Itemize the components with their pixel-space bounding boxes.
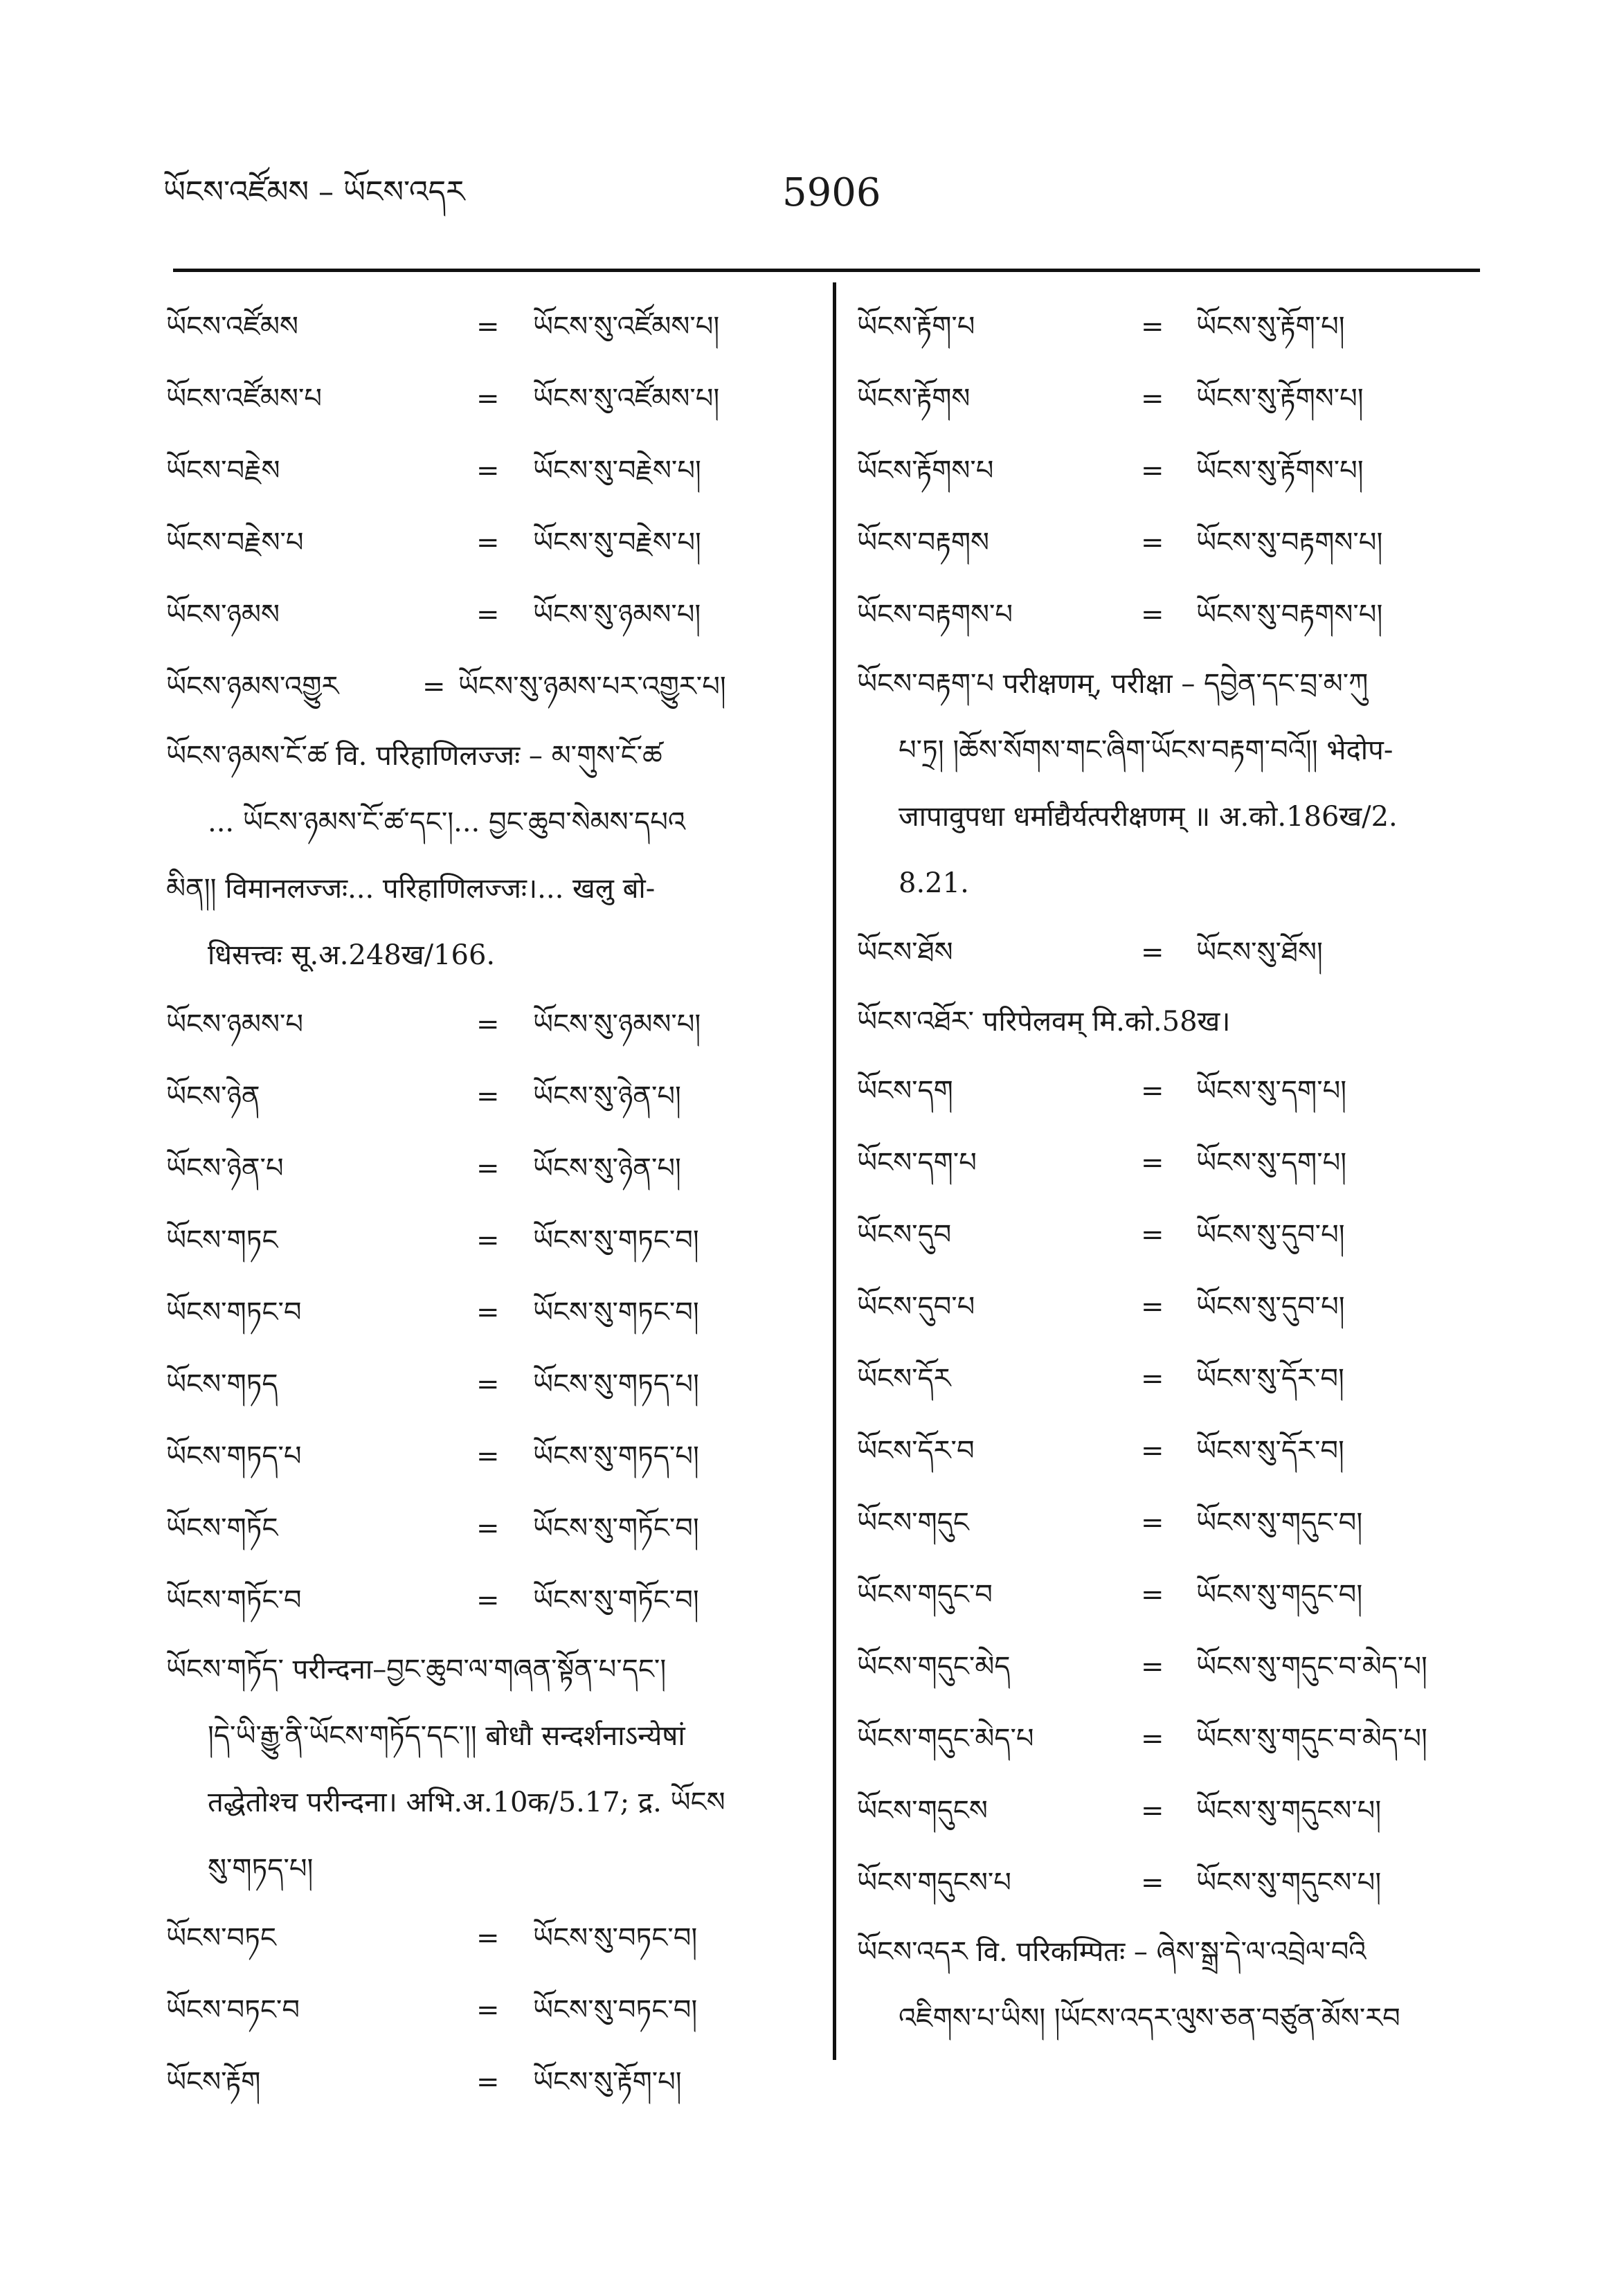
running-head: ཡོངས་འཛོམས – ཡོངས་འདར <box>163 174 465 210</box>
entry-row <box>159 1974 803 2046</box>
equals-sign: = <box>476 1368 500 1400</box>
cross-reference: ཡོངས་སུ་གདུངས་པ། <box>1196 1867 1382 1899</box>
cross-reference: ཡོངས་སུ་ཉམས་པ། <box>533 1009 701 1040</box>
headword: ཡོངས་ཉམས་པ <box>166 1009 303 1040</box>
equals-sign: = <box>1141 1291 1164 1323</box>
entry-row <box>850 1343 1473 1415</box>
equals-sign: = <box>476 455 500 487</box>
cross-reference: ཡོངས་སུ་བརྗེས་པ། <box>533 455 701 487</box>
entry-line: འཇིགས་པ་ཡིས། །ཡོངས་འདར་ལུས་ཅན་བཙུན་མོས་རབ <box>899 2003 1400 2034</box>
entry-line: जापावुपधा धर्माद्यैर्यत्परीक्षणम् ॥ अ.को.186ख/2. <box>899 801 1398 833</box>
entry-line: ... ཡོངས་ཉམས་ངོ་ཚ་དང་།... བྱང་ཆུབ་སེམས་དཔའ <box>208 806 686 838</box>
headword: ཡོངས་དུབ་པ <box>857 1291 975 1323</box>
equals-sign: = <box>476 1584 500 1616</box>
entry-row <box>159 988 803 1060</box>
headword: ཡོངས་བཏང་བ <box>166 1994 300 2026</box>
entry-line: 8.21. <box>899 867 969 899</box>
header-rule <box>173 269 1480 272</box>
cross-reference: ཡོངས་སུ་དུབ་པ། <box>1196 1291 1345 1323</box>
headword: ཡོངས་དོར <box>857 1363 951 1395</box>
entry-row <box>850 1847 1473 1919</box>
headword: ཡོངས་བརྟགས <box>857 527 989 559</box>
headword: ཡོངས་གཏང་བ <box>166 1296 302 1328</box>
equals-sign: = <box>476 1224 500 1256</box>
cross-reference: ཡོངས་སུ་ཉམས་པར་འགྱུར་པ། <box>458 671 726 703</box>
cross-reference: ཡོངས་སུ་གཏད་པ། <box>533 1440 699 1472</box>
headword: ཡོངས་འཛོམས <box>166 311 298 343</box>
entry-row <box>159 363 803 435</box>
entry-line: སུ་གཏད་པ། <box>208 1853 314 1885</box>
headword: ཡོངས་ཉེན <box>166 1081 260 1112</box>
cross-reference: ཡོངས་སུ་ཐོས། <box>1196 937 1323 968</box>
headword: ཡོངས་གཏང <box>166 1224 278 1256</box>
entry-row <box>850 1271 1473 1343</box>
entry-row <box>850 579 1473 651</box>
cross-reference: ཡོངས་སུ་གདུང་བ། <box>1196 1579 1363 1611</box>
headword: ཡོངས་གཏད་པ <box>166 1440 302 1472</box>
cross-reference: ཡོངས་སུ་དོར་བ། <box>1196 1363 1344 1395</box>
entry-row <box>850 291 1473 363</box>
entry-line: ཡོངས་བརྟག་པ परीक्षणम्, परीक्षा – དབྱེན་དང་བྲ་མ་ཀུ <box>857 668 1369 700</box>
equals-sign: = <box>1141 937 1164 968</box>
entry-row <box>159 1902 803 1974</box>
equals-sign: = <box>1141 1795 1164 1827</box>
entry-row <box>159 291 803 363</box>
entry-row <box>159 1492 803 1564</box>
entry-row <box>850 507 1473 579</box>
headword: ཡོངས་གདུང་མེད <box>857 1651 1011 1683</box>
headword: ཡོངས་གདུང་མེད་པ <box>857 1723 1034 1755</box>
headword: ཡོངས་གཏོང <box>166 1512 278 1544</box>
entry-row <box>850 1631 1473 1703</box>
entry-row <box>159 1420 803 1492</box>
entry-row <box>159 1348 803 1420</box>
equals-sign: = <box>1141 1579 1164 1611</box>
entry-row <box>850 363 1473 435</box>
headword: ཡོངས་གདུང <box>857 1507 969 1539</box>
equals-sign: = <box>476 1152 500 1184</box>
headword: ཡོངས་བརྟགས་པ <box>857 599 1013 631</box>
headword: ཡོངས་ཉམས་འགྱུར <box>166 671 339 703</box>
entry-row <box>159 1564 803 1636</box>
entry-line: པ་ཏྲ། །ཆོས་སོགས་གང་ཞིག་ཡོངས་བརྟག་བའོ།། भेदोप- <box>899 734 1393 766</box>
cross-reference: ཡོངས་སུ་གདུངས་པ། <box>1196 1795 1382 1827</box>
cross-reference: ཡོངས་སུ་དུབ་པ། <box>1196 1219 1345 1251</box>
headword: ཡོངས་འཛོམས་པ <box>166 383 322 415</box>
equals-sign: = <box>1141 1867 1164 1899</box>
cross-reference: ཡོངས་སུ་བཏང་བ། <box>533 1994 698 2026</box>
equals-sign: = <box>1141 1651 1164 1683</box>
headword: ཡོངས་ཐོས <box>857 937 953 968</box>
entry-row <box>850 435 1473 507</box>
cross-reference: ཡོངས་སུ་གདུང་བ། <box>1196 1507 1363 1539</box>
cross-reference: ཡོངས་སུ་རྟོག་པ། <box>1196 311 1345 343</box>
equals-sign: = <box>476 2066 500 2098</box>
equals-sign: = <box>476 599 500 631</box>
cross-reference: ཡོངས་སུ་གཏོང་བ། <box>533 1512 699 1544</box>
headword: ཡོངས་གདུངས <box>857 1795 988 1827</box>
equals-sign: = <box>1141 527 1164 559</box>
equals-sign: = <box>1141 1435 1164 1467</box>
cross-reference: ཡོངས་སུ་བརྗེས་པ། <box>533 527 701 559</box>
headword: ཡོངས་རྟོག <box>166 2066 261 2098</box>
cross-reference: ཡོངས་སུ་བཏང་བ། <box>533 1922 698 1954</box>
headword: ཡོངས་བཏང <box>166 1922 276 1954</box>
cross-reference: ཡོངས་སུ་དོར་བ། <box>1196 1435 1344 1467</box>
left-column <box>159 291 803 2118</box>
entry-row <box>850 916 1473 988</box>
entry-row <box>159 1132 803 1204</box>
cross-reference: ཡོངས་སུ་གཏང་བ། <box>533 1296 699 1328</box>
column-divider <box>833 282 836 2060</box>
equals-sign: = <box>1141 311 1164 343</box>
equals-sign: = <box>1141 1363 1164 1395</box>
entry-row <box>159 2046 803 2118</box>
cross-reference: ཡོངས་སུ་བརྟགས་པ། <box>1196 527 1383 559</box>
cross-reference: ཡོངས་སུ་འཛོམས་པ། <box>533 311 720 343</box>
cross-reference: ཡོངས་སུ་ཉམས་པ། <box>533 599 701 631</box>
page-number: 5906 <box>782 170 881 215</box>
entry-row <box>159 1276 803 1348</box>
definition-entry <box>850 988 1473 1055</box>
equals-sign: = <box>1141 1219 1164 1251</box>
cross-reference: ཡོངས་སུ་གདུང་བ་མེད་པ། <box>1196 1723 1427 1755</box>
equals-sign: = <box>476 1296 500 1328</box>
entry-row <box>850 1199 1473 1271</box>
equals-sign: = <box>1141 383 1164 415</box>
entry-row <box>159 507 803 579</box>
entry-line: धिसत्त्वः सू.अ.248ख/166. <box>208 939 496 971</box>
headword: ཡོངས་རྟོགས་པ <box>857 455 994 487</box>
equals-sign: = <box>476 383 500 415</box>
headword: ཡོངས་བརྗེས <box>166 455 280 487</box>
entry-line: མིན།། विमानलज्जः... परिहाणिलज्जः।... खलु बो- <box>166 873 656 905</box>
headword: ཡོངས་དག <box>857 1075 953 1107</box>
cross-reference: ཡོངས་སུ་རྟོགས་པ། <box>1196 455 1364 487</box>
headword: ཡོངས་དག་པ <box>857 1147 977 1179</box>
entry-line: །དེ་ཡི་རྒྱུ་ནི་ཡོངས་གཏོད་དང་།། बोधौ सन्दर्शनाऽन्येषां <box>208 1720 685 1752</box>
equals-sign: = <box>476 1512 500 1544</box>
cross-reference: ཡོངས་སུ་དག་པ། <box>1196 1147 1347 1179</box>
equals-sign: = <box>1141 599 1164 631</box>
equals-sign: = <box>1141 1507 1164 1539</box>
equals-sign: = <box>1141 455 1164 487</box>
headword: ཡོངས་བརྗེས་པ <box>166 527 304 559</box>
equals-sign: = <box>422 671 446 703</box>
equals-sign: = <box>1141 1075 1164 1107</box>
entry-row <box>159 435 803 507</box>
headword: ཡོངས་གདུང་བ <box>857 1579 993 1611</box>
cross-reference: ཡོངས་སུ་གཏོང་བ། <box>533 1584 699 1616</box>
headword: ཡོངས་རྟོག་པ <box>857 311 975 343</box>
headword: ཡོངས་ཉམས་ངོ་ཚ <box>166 740 336 772</box>
equals-sign: = <box>1141 1147 1164 1179</box>
entry-row <box>850 1127 1473 1199</box>
definition-entry <box>850 1919 1473 2052</box>
cross-reference: ཡོངས་སུ་ཉེན་པ། <box>533 1081 681 1112</box>
entry-line: ཡོངས་འཐོར་ परिपेलवम् मि.को.58ख। <box>857 1006 1231 1038</box>
entry-row <box>159 579 803 651</box>
entry-line: तद्धेतोश्च परीन्दना। अभि.अ.10क/5.17; द्र. ཡོངས <box>208 1787 725 1818</box>
entry-row <box>159 1060 803 1132</box>
definition-entry <box>159 1636 803 1902</box>
entry-row <box>850 1415 1473 1487</box>
cross-reference: ཡོངས་སུ་དག་པ། <box>1196 1075 1347 1107</box>
headword: ཡོངས་ཉམས <box>166 599 280 631</box>
entry-row <box>159 651 803 723</box>
headword: ཡོངས་དུབ <box>857 1219 952 1251</box>
equals-sign: = <box>476 311 500 343</box>
entry-line <box>166 723 803 789</box>
entry-row <box>850 1559 1473 1631</box>
entry-row <box>850 1487 1473 1559</box>
entry-row <box>159 1204 803 1276</box>
headword: ཡོངས་ཉེན་པ <box>166 1152 284 1184</box>
cross-reference: ཡོངས་སུ་གཏད་པ། <box>533 1368 699 1400</box>
equals-sign: = <box>476 1922 500 1954</box>
headword: ཡོངས་དོར་བ <box>857 1435 975 1467</box>
headword: ཡོངས་རྟོགས <box>857 383 971 415</box>
equals-sign: = <box>476 1009 500 1040</box>
definition-entry <box>850 651 1473 916</box>
headword: ཡོངས་གདུངས་པ <box>857 1867 1011 1899</box>
definition-entry <box>159 723 803 988</box>
cross-reference: ཡོངས་སུ་བརྟགས་པ། <box>1196 599 1383 631</box>
entry-row <box>850 1775 1473 1847</box>
cross-reference: ཡོངས་སུ་རྟོག་པ། <box>533 2066 682 2098</box>
headword: ཡོངས་གཏོང་བ <box>166 1584 302 1616</box>
equals-sign: = <box>476 1440 500 1472</box>
cross-reference: ཡོངས་སུ་ཉེན་པ། <box>533 1152 681 1184</box>
entry-row <box>850 1703 1473 1775</box>
equals-sign: = <box>476 527 500 559</box>
entry-row <box>850 1055 1473 1127</box>
definition-text: वि. परिहाणिलज्जः – མ་གུས་ངོ་ཚ <box>336 740 662 772</box>
cross-reference: ཡོངས་སུ་རྟོགས་པ། <box>1196 383 1364 415</box>
equals-sign: = <box>476 1994 500 2026</box>
equals-sign: = <box>1141 1723 1164 1755</box>
right-column <box>850 291 1473 2052</box>
equals-sign: = <box>476 1081 500 1112</box>
entry-line: ཡོངས་འདར वि. परिकम्पितः – ཞེས་སྒྲ་དེ་ལ་འབྲེལ་བའི <box>857 1936 1366 1968</box>
headword: ཡོངས་གཏད <box>166 1368 278 1400</box>
entry-line: ཡོངས་གཏོད་ परीन्दना–བྱང་ཆུབ་ལ་གཞན་སྟོན་པ་དང་། <box>166 1654 667 1685</box>
cross-reference: ཡོངས་སུ་འཛོམས་པ། <box>533 383 720 415</box>
cross-reference: ཡོངས་སུ་གཏང་བ། <box>533 1224 699 1256</box>
cross-reference: ཡོངས་སུ་གདུང་བ་མེད་པ། <box>1196 1651 1427 1683</box>
